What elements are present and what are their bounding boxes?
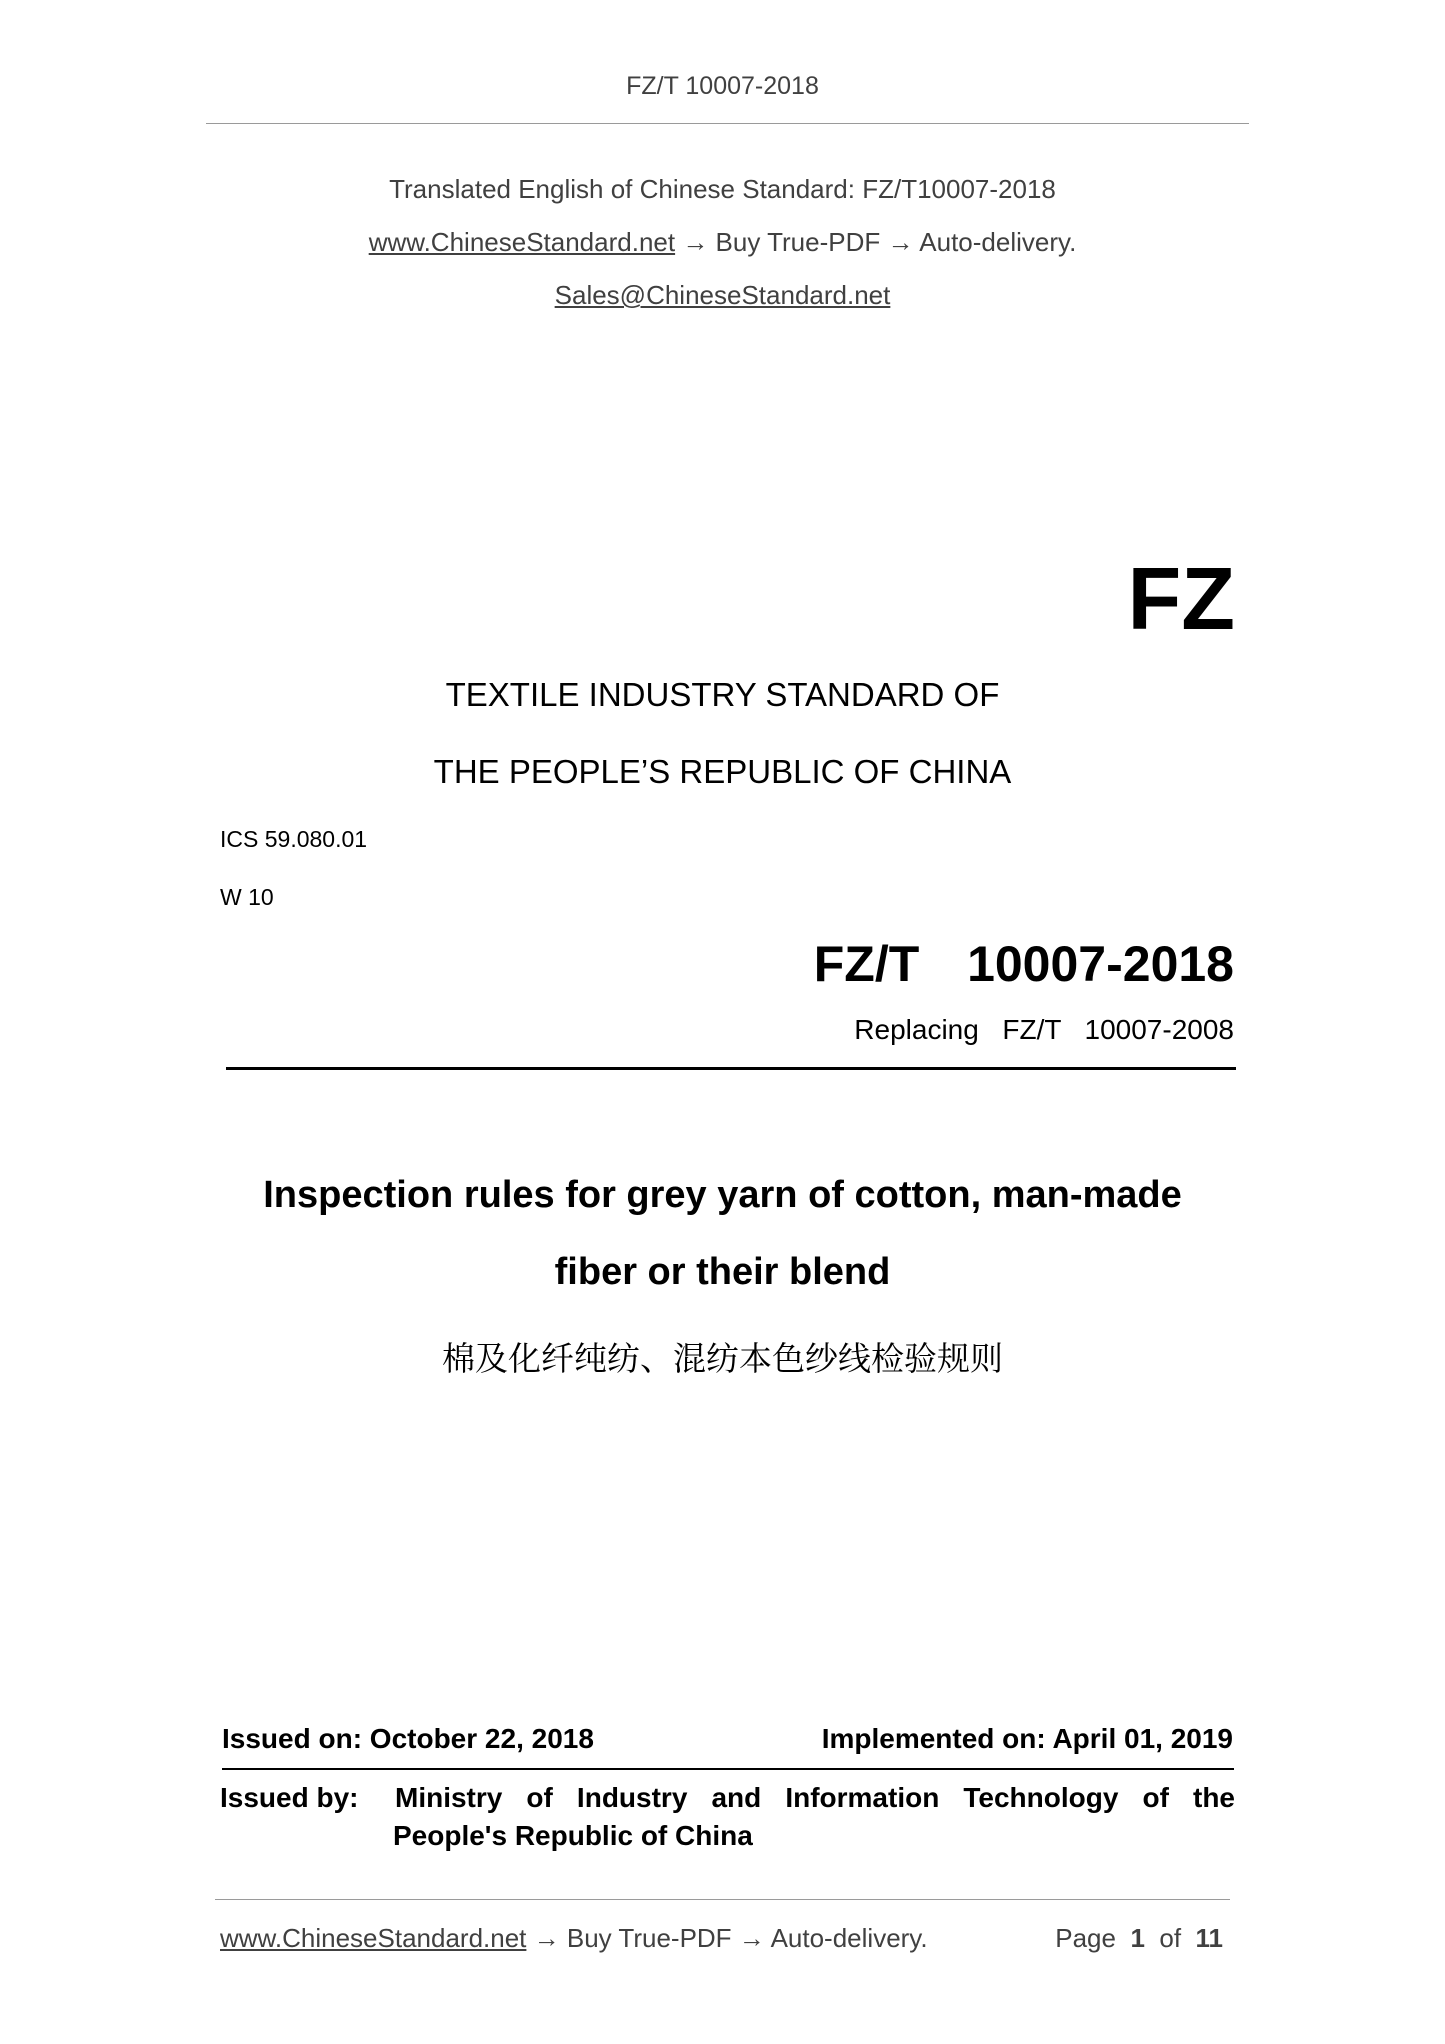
english-title-line1: Inspection rules for grey yarn of cotton, man-made — [263, 1174, 1182, 1216]
implemented-on-date: Implemented on: April 01, 2019 — [821, 1723, 1233, 1754]
page-number — [1055, 1923, 1223, 1954]
buy-notice — [0, 227, 1445, 258]
ccs-code: W 10 — [220, 884, 274, 910]
footer-buy-text: → Buy True-PDF → Auto-delivery. — [526, 1923, 928, 1953]
buy-text: → Buy True-PDF → Auto-delivery. — [675, 227, 1077, 257]
translated-notice: Translated English of Chinese Standard: FZ/T10007-2018 — [389, 174, 1056, 204]
issued-by-label: Issued by: — [220, 1782, 359, 1813]
standard-type-line1: TEXTILE INDUSTRY STANDARD OF — [445, 676, 1000, 713]
chinese-title: 棉及化纤纯纺、混纺本色纱线检验规则 — [442, 1340, 1003, 1377]
replacing-standard: Replacing FZ/T 10007-2008 — [854, 1014, 1234, 1045]
page-label: Page — [1055, 1923, 1116, 1953]
standard-type-line2: THE PEOPLE’S REPUBLIC OF CHINA — [433, 753, 1012, 790]
page-of: of — [1159, 1923, 1182, 1953]
ics-code: ICS 59.080.01 — [220, 826, 368, 852]
issuing-authority-line2: People's Republic of China — [393, 1820, 753, 1851]
issued-on-date: Issued on: October 22, 2018 — [222, 1723, 594, 1754]
issuing-authority-line1: Ministry of Industry and Information Technology of the — [395, 1782, 1235, 1813]
footer-divider — [215, 1899, 1230, 1900]
english-title-line2: fiber or their blend — [554, 1251, 891, 1293]
cover-rule-bottom — [222, 1768, 1234, 1770]
page-total: 11 — [1195, 1923, 1223, 1953]
cover-rule-top — [226, 1067, 1236, 1070]
standard-number: FZ/T 10007-2018 — [813, 936, 1234, 992]
footer-buy-notice — [220, 1923, 928, 1954]
page-current: 1 — [1130, 1923, 1145, 1953]
footer-site-link[interactable]: www.ChineseStandard.net — [220, 1923, 527, 1953]
site-link[interactable]: www.ChineseStandard.net — [368, 227, 676, 257]
sales-line — [0, 280, 1445, 311]
running-header: FZ/T 10007-2018 — [626, 72, 819, 100]
fz-logo: FZ — [1127, 549, 1235, 648]
sales-email-link[interactable]: Sales@ChineseStandard.net — [554, 280, 891, 310]
header-divider — [206, 123, 1249, 124]
